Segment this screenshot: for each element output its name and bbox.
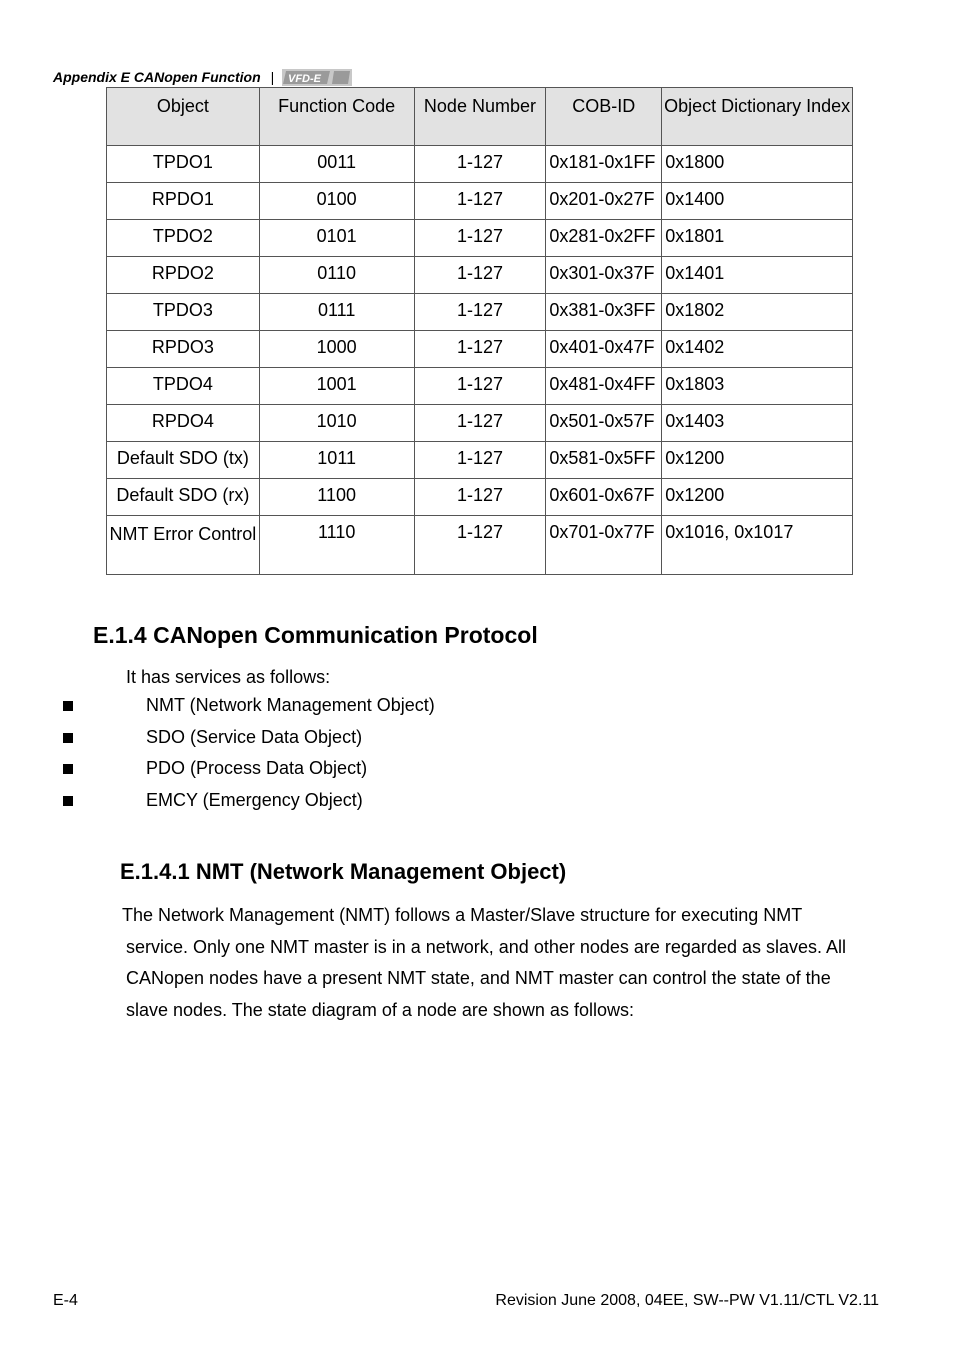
table-row <box>107 257 853 294</box>
object-cell: RPDO3 <box>107 331 260 368</box>
cob-id-cell: 0x601-0x67F <box>546 479 662 516</box>
cob-id-cell: 0x281-0x2FF <box>546 220 662 257</box>
object-cell: TPDO4 <box>107 368 260 405</box>
svg-text:VFD-E: VFD-E <box>288 72 322 85</box>
column-header: Object <box>107 88 260 146</box>
cob-id-cell: 0x501-0x57F <box>546 405 662 442</box>
column-header: Node Number <box>414 88 546 146</box>
table-row <box>107 183 853 220</box>
od-index-cell: 0x1403 <box>662 405 853 442</box>
od-index-cell: 0x1400 <box>662 183 853 220</box>
cob-id-cell: 0x481-0x4FF <box>546 368 662 405</box>
od-index-cell: 0x1802 <box>662 294 853 331</box>
cob-id-cell: 0x201-0x27F <box>546 183 662 220</box>
paragraph-line: The Network Management (NMT) follows a Master/Slave structure for executing NMT <box>122 905 803 925</box>
function-code-cell: 0111 <box>259 294 414 331</box>
header-separator: | <box>270 69 275 85</box>
table-row <box>107 405 853 442</box>
object-cell: TPDO2 <box>107 220 260 257</box>
table-row <box>107 146 853 183</box>
cob-id-cell: 0x581-0x5FF <box>546 442 662 479</box>
function-code-cell: 1100 <box>259 479 414 516</box>
function-code-cell: 0101 <box>259 220 414 257</box>
node-number-cell: 1-127 <box>414 220 546 257</box>
service-label: EMCY (Emergency Object) <box>146 790 363 811</box>
square-bullet-icon <box>63 764 73 774</box>
node-number-cell: 1-127 <box>414 516 546 575</box>
square-bullet-icon <box>63 733 73 743</box>
square-bullet-icon <box>63 796 73 806</box>
table-row <box>107 516 853 575</box>
object-cell: RPDO2 <box>107 257 260 294</box>
page-number: E-4 <box>53 1292 78 1309</box>
object-cell: TPDO3 <box>107 294 260 331</box>
node-number-cell: 1-127 <box>414 405 546 442</box>
cob-id-cell: 0x301-0x37F <box>546 257 662 294</box>
subsection-heading: E.1.4.1 NMT (Network Management Object) <box>120 859 567 884</box>
section-heading: E.1.4 CANopen Communication Protocol <box>93 622 538 648</box>
function-code-cell: 0011 <box>259 146 414 183</box>
od-index-cell: 0x1401 <box>662 257 853 294</box>
function-code-cell: 0110 <box>259 257 414 294</box>
cob-id-table <box>106 87 853 575</box>
od-index-cell: 0x1402 <box>662 331 853 368</box>
table-header-row <box>107 88 853 146</box>
function-code-cell: 1000 <box>259 331 414 368</box>
node-number-cell: 1-127 <box>414 294 546 331</box>
column-header: Function Code <box>259 88 414 146</box>
table-row <box>107 479 853 516</box>
od-index-cell: 0x1803 <box>662 368 853 405</box>
section-intro: It has services as follows: <box>126 667 331 687</box>
table-row <box>107 442 853 479</box>
od-index-cell: 0x1016, 0x1017 <box>662 516 853 575</box>
function-code-cell: 1110 <box>259 516 414 575</box>
cob-id-cell: 0x181-0x1FF <box>546 146 662 183</box>
vfd-e-logo <box>282 69 352 86</box>
service-label: SDO (Service Data Object) <box>146 726 363 747</box>
node-number-cell: 1-127 <box>414 368 546 405</box>
cob-id-cell: 0x701-0x77F <box>546 516 662 575</box>
object-cell: NMT Error Control <box>107 516 260 575</box>
cob-id-cell: 0x401-0x47F <box>546 331 662 368</box>
od-index-cell: 0x1200 <box>662 442 853 479</box>
object-cell: Default SDO (rx) <box>107 479 260 516</box>
function-code-cell: 1001 <box>259 368 414 405</box>
table-row <box>107 220 853 257</box>
node-number-cell: 1-127 <box>414 257 546 294</box>
node-number-cell: 1-127 <box>414 479 546 516</box>
node-number-cell: 1-127 <box>414 183 546 220</box>
object-cell: TPDO1 <box>107 146 260 183</box>
nmt-paragraph <box>122 900 882 1026</box>
service-label: PDO (Process Data Object) <box>146 758 368 779</box>
revision-note: Revision June 2008, 04EE, SW--PW V1.11/CTL V2.11 <box>495 1292 879 1309</box>
table-row <box>107 331 853 368</box>
od-index-cell: 0x1801 <box>662 220 853 257</box>
column-header: Object Dictionary Index <box>662 88 853 146</box>
paragraph-line: service. Only one NMT master is in a network, and other nodes are regarded as slaves. All <box>126 936 847 957</box>
table-row <box>107 294 853 331</box>
function-code-cell: 1010 <box>259 405 414 442</box>
od-index-cell: 0x1200 <box>662 479 853 516</box>
node-number-cell: 1-127 <box>414 331 546 368</box>
page-header <box>53 66 352 88</box>
node-number-cell: 1-127 <box>414 442 546 479</box>
square-bullet-icon <box>63 701 73 711</box>
header-title: Appendix E CANopen Function <box>53 69 261 85</box>
table-row <box>107 368 853 405</box>
node-number-cell: 1-127 <box>414 146 546 183</box>
function-code-cell: 1011 <box>259 442 414 479</box>
object-cell: Default SDO (tx) <box>107 442 260 479</box>
object-cell: RPDO4 <box>107 405 260 442</box>
paragraph-line: CANopen nodes have a present NMT state, and NMT master can control the state of the <box>126 968 831 989</box>
object-cell: RPDO1 <box>107 183 260 220</box>
function-code-cell: 0100 <box>259 183 414 220</box>
service-label: NMT (Network Management Object) <box>146 695 435 715</box>
od-index-cell: 0x1800 <box>662 146 853 183</box>
cob-id-cell: 0x381-0x3FF <box>546 294 662 331</box>
paragraph-line: slave nodes. The state diagram of a node are shown as follows: <box>126 999 634 1020</box>
column-header: COB-ID <box>546 88 662 146</box>
